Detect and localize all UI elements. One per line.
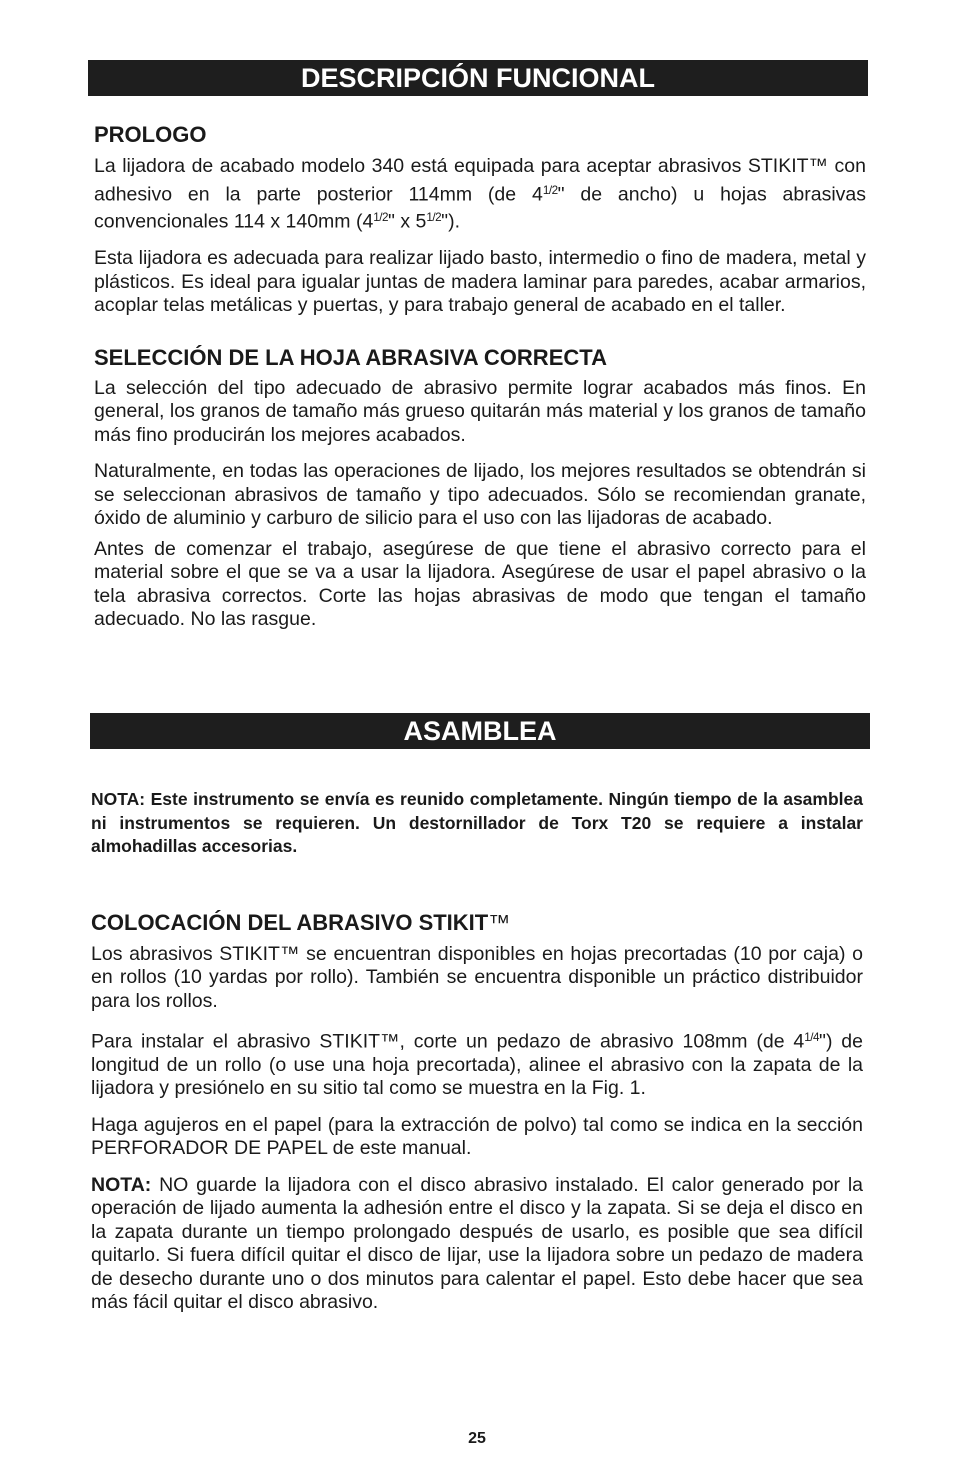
prologo-paragraph-2: Esta lijadora es adecuada para realizar lijado basto, intermedio o fino de madera, metal y plásticos. Es ideal para igualar juntas de madera laminar para paredes, acabar armarios, acoplar telas metálicas y puertas, y para trabajo general de acabado en el taller.	[94, 247, 866, 317]
colocacion-paragraph-1: Los abrasivos STIKIT™ se encuentran disponibles en hojas precortadas (10 por caja) o en rollos (10 yardas por rollo). También se encuentra disponible un práctico distribuidor para los rollos.	[91, 942, 863, 1012]
assembly-note: NOTA: Este instrumento se envía es reunido completamente. Ningún tiempo de la asamblea ni instrumentos se requieren. Un destornillador de Torx T20 se requiere a instalar almohadillas accesorias.	[91, 789, 863, 856]
colocacion-paragraph-3: Haga agujeros en el papel (para la extracción de polvo) tal como se indica en la sección PERFORADOR DE PAPEL de este manual.	[91, 1113, 863, 1160]
seleccion-paragraph-2: Naturalmente, en todas las operaciones de lijado, los mejores resultados se obtendrán si se seleccionan abrasivos de tamaño y tipo adecuados. Sólo se recomiendan granate, óxido de aluminio y carburo de silicio para el uso con las lijadoras de acabado.	[94, 460, 866, 530]
asamblea-section	[91, 788, 863, 1315]
colocacion-heading: COLOCACIÓN DEL ABRASIVO STIKIT™	[91, 909, 511, 935]
prologo-paragraph-1: La lijadora de acabado modelo 340 está equipada para aceptar abrasivos STIKIT™ con adhesivo en la parte posterior 114mm (de $4^{1/2}$" de ancho) u hojas abrasivas convencionales 114 x 140mm ($4^{1/2}$" x $5^{1/2}$").	[94, 155, 867, 233]
colocacion-paragraph-2: Para instalar el abrasivo STIKIT™, corte un pedazo de abrasivo 108mm (de $4^{1/4}$") de longitud de un rollo (o use una hoja precortada), alinee el abrasivo con la zapata de la lijadora y presiónelo en su sitio tal como se muestra en la Fig. 1.	[91, 1030, 863, 1100]
prologo-heading: PROLOGO	[94, 122, 207, 147]
section-title-asamblea: ASAMBLEA	[90, 713, 870, 749]
seleccion-heading: SELECCIÓN DE LA HOJA ABRASIVA CORRECTA	[94, 344, 607, 370]
descripcion-section	[94, 122, 866, 632]
page-number: 25	[468, 1430, 486, 1447]
section-title-descripcion: DESCRIPCIÓN FUNCIONAL	[88, 60, 868, 96]
colocacion-paragraph-4: NOTA: NO guarde la lijadora con el disco abrasivo instalado. El calor generado por la operación de lijado aumenta la adhesión entre el disco y la zapata. Si se deja el disco en la zapata durante un tiempo prolongado después de usarlo, es posible que sea difícil quitarlo. Si fuera difícil quitar el disco de lijar, use la lijadora sobre un pedazo de madera de desecho durante uno o dos minutos para calentar el papel. Esto debe hacer que sea más fácil quitar el disco abrasivo.	[91, 1173, 863, 1314]
seleccion-paragraph-1: La selección del tipo adecuado de abrasivo permite lograr acabados más finos. En general, los granos de tamaño más grueso quitarán más material y los granos de tamaño más fino producirán los mejores acabados.	[94, 376, 866, 446]
seleccion-paragraph-3: Antes de comenzar el trabajo, asegúrese de que tiene el abrasivo correcto para el material sobre el que se va a usar la lijadora. Asegúrese de usar el papel abrasivo o la tela abrasiva correctos. Corte las hojas abrasivas de modo que tengan el tamaño adecuado. No las rasgue.	[94, 537, 866, 631]
